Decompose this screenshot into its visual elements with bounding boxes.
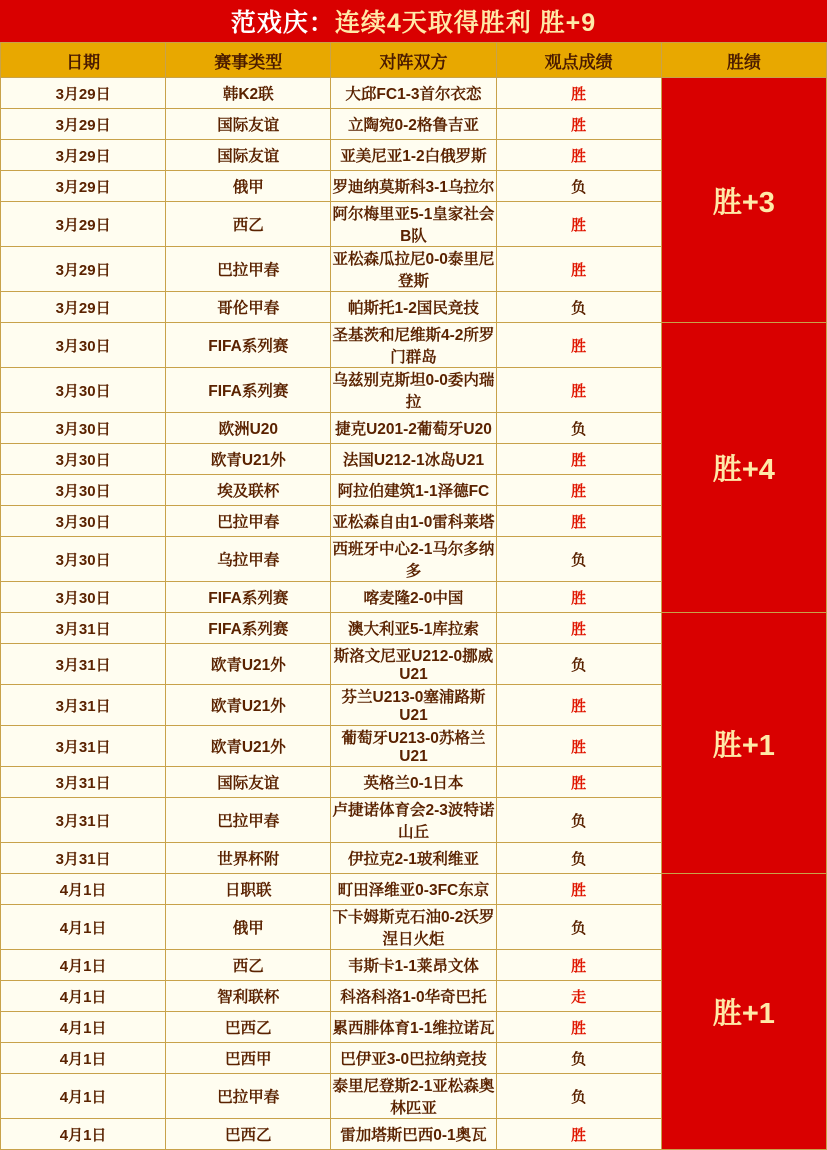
table-row [1,613,827,644]
cell-match: 下卡姆斯克石油0-2沃罗涅日火炬 [331,905,496,950]
cell-match: 亚松森瓜拉尼0-0泰里尼登斯 [331,247,496,292]
cell-result: 负 [496,292,661,323]
cell-result: 走 [496,981,661,1012]
cell-streak: 胜+3 [661,78,826,323]
column-header-match: 对阵双方 [331,43,496,78]
table-header [1,43,827,78]
cell-result: 负 [496,413,661,444]
cell-match: 伊拉克2-1玻利维亚 [331,843,496,874]
cell-result: 负 [496,1043,661,1074]
cell-league: 国际友谊 [166,109,331,140]
cell-match: 捷克U201-2葡萄牙U20 [331,413,496,444]
cell-league: 巴拉甲春 [166,1074,331,1119]
cell-result: 胜 [496,506,661,537]
cell-result: 胜 [496,613,661,644]
cell-league: 哥伦甲春 [166,292,331,323]
table-row [1,874,827,905]
cell-league: FIFA系列赛 [166,582,331,613]
cell-league: 国际友谊 [166,140,331,171]
cell-result: 负 [496,171,661,202]
cell-league: 欧青U21外 [166,644,331,685]
cell-match: 韦斯卡1-1莱昂文体 [331,950,496,981]
cell-result: 胜 [496,140,661,171]
cell-date: 4月1日 [1,1043,166,1074]
cell-match: 亚美尼亚1-2白俄罗斯 [331,140,496,171]
cell-result: 胜 [496,202,661,247]
cell-league: 埃及联杯 [166,475,331,506]
cell-date: 3月29日 [1,247,166,292]
table-body [1,78,827,1150]
cell-match: 巴伊亚3-0巴拉纳竞技 [331,1043,496,1074]
cell-league: 巴拉甲春 [166,798,331,843]
cell-date: 3月30日 [1,323,166,368]
column-header-result: 观点成绩 [496,43,661,78]
cell-date: 3月29日 [1,292,166,323]
cell-league: 巴西乙 [166,1012,331,1043]
cell-match: 町田泽维亚0-3FC东京 [331,874,496,905]
cell-match: 斯洛文尼亚U212-0挪威U21 [331,644,496,685]
cell-result: 胜 [496,950,661,981]
cell-result: 胜 [496,767,661,798]
cell-date: 4月1日 [1,874,166,905]
table-row [1,323,827,368]
cell-date: 3月31日 [1,843,166,874]
cell-match: 芬兰U213-0塞浦路斯U21 [331,685,496,726]
cell-result: 胜 [496,1012,661,1043]
cell-result: 胜 [496,78,661,109]
cell-match: 立陶宛0-2格鲁吉亚 [331,109,496,140]
column-header-league: 赛事类型 [166,43,331,78]
cell-league: 巴西乙 [166,1119,331,1150]
cell-match: 罗迪纳莫斯科3-1乌拉尔 [331,171,496,202]
cell-match: 圣基茨和尼维斯4-2所罗门群岛 [331,323,496,368]
title-author: 范戏庆： [230,9,335,37]
page-title [0,0,827,42]
cell-date: 4月1日 [1,1074,166,1119]
cell-result: 胜 [496,323,661,368]
cell-league: FIFA系列赛 [166,323,331,368]
cell-league: 巴拉甲春 [166,506,331,537]
cell-result: 负 [496,843,661,874]
cell-match: 泰里尼登斯2-1亚松森奥林匹亚 [331,1074,496,1119]
cell-result: 胜 [496,874,661,905]
cell-date: 3月29日 [1,202,166,247]
cell-date: 3月30日 [1,537,166,582]
cell-result: 胜 [496,1119,661,1150]
cell-league: 西乙 [166,950,331,981]
cell-league: 国际友谊 [166,767,331,798]
cell-match: 法国U212-1冰岛U21 [331,444,496,475]
cell-result: 负 [496,644,661,685]
column-header-streak: 胜绩 [661,43,826,78]
cell-league: 世界杯附 [166,843,331,874]
cell-result: 胜 [496,109,661,140]
cell-date: 3月31日 [1,798,166,843]
cell-result: 负 [496,905,661,950]
cell-match: 帕斯托1-2国民竞技 [331,292,496,323]
cell-league: 俄甲 [166,905,331,950]
cell-result: 胜 [496,444,661,475]
cell-match: 卢捷诺体育会2-3波特诺山丘 [331,798,496,843]
cell-match: 阿尔梅里亚5-1皇家社会B队 [331,202,496,247]
column-header-date: 日期 [1,43,166,78]
cell-result: 负 [496,1074,661,1119]
cell-league: 西乙 [166,202,331,247]
cell-date: 3月29日 [1,140,166,171]
cell-streak: 胜+1 [661,613,826,874]
cell-match: 英格兰0-1日本 [331,767,496,798]
cell-result: 胜 [496,685,661,726]
cell-date: 4月1日 [1,1119,166,1150]
cell-date: 3月29日 [1,109,166,140]
cell-result: 胜 [496,726,661,767]
cell-league: 欧青U21外 [166,726,331,767]
cell-league: 乌拉甲春 [166,537,331,582]
cell-league: 韩K2联 [166,78,331,109]
cell-league: FIFA系列赛 [166,613,331,644]
cell-match: 阿拉伯建筑1-1泽德FC [331,475,496,506]
cell-league: FIFA系列赛 [166,368,331,413]
cell-match: 喀麦隆2-0中国 [331,582,496,613]
cell-league: 巴拉甲春 [166,247,331,292]
header-row [1,43,827,78]
cell-streak: 胜+1 [661,874,826,1150]
cell-date: 3月30日 [1,582,166,613]
cell-match: 累西腓体育1-1维拉诺瓦 [331,1012,496,1043]
cell-match: 亚松森自由1-0雷科莱塔 [331,506,496,537]
cell-date: 3月29日 [1,78,166,109]
cell-match: 雷加塔斯巴西0-1奥瓦 [331,1119,496,1150]
cell-date: 3月31日 [1,685,166,726]
cell-date: 3月30日 [1,413,166,444]
cell-league: 欧青U21外 [166,685,331,726]
cell-result: 胜 [496,475,661,506]
cell-match: 西班牙中心2-1马尔多纳多 [331,537,496,582]
cell-match: 澳大利亚5-1库拉索 [331,613,496,644]
cell-date: 3月30日 [1,444,166,475]
title-main: 连续4天取得胜利 胜+9 [334,9,597,37]
cell-league: 欧青U21外 [166,444,331,475]
cell-streak: 胜+4 [661,323,826,613]
cell-match: 大邱FC1-3首尔衣恋 [331,78,496,109]
cell-date: 4月1日 [1,950,166,981]
cell-date: 3月30日 [1,368,166,413]
cell-result: 负 [496,537,661,582]
cell-date: 3月31日 [1,726,166,767]
cell-date: 3月31日 [1,644,166,685]
cell-league: 俄甲 [166,171,331,202]
cell-league: 欧洲U20 [166,413,331,444]
cell-date: 3月30日 [1,506,166,537]
table-row [1,78,827,109]
cell-result: 胜 [496,247,661,292]
cell-match: 乌兹别克斯坦0-0委内瑞拉 [331,368,496,413]
cell-league: 智利联杯 [166,981,331,1012]
cell-date: 3月31日 [1,767,166,798]
cell-league: 巴西甲 [166,1043,331,1074]
records-table [0,42,827,1150]
cell-league: 日职联 [166,874,331,905]
cell-date: 4月1日 [1,1012,166,1043]
cell-match: 葡萄牙U213-0苏格兰U21 [331,726,496,767]
cell-date: 3月30日 [1,475,166,506]
cell-date: 4月1日 [1,981,166,1012]
cell-match: 科洛科洛1-0华奇巴托 [331,981,496,1012]
cell-date: 4月1日 [1,905,166,950]
cell-result: 负 [496,798,661,843]
cell-result: 胜 [496,582,661,613]
cell-date: 3月31日 [1,613,166,644]
cell-date: 3月29日 [1,171,166,202]
cell-result: 胜 [496,368,661,413]
